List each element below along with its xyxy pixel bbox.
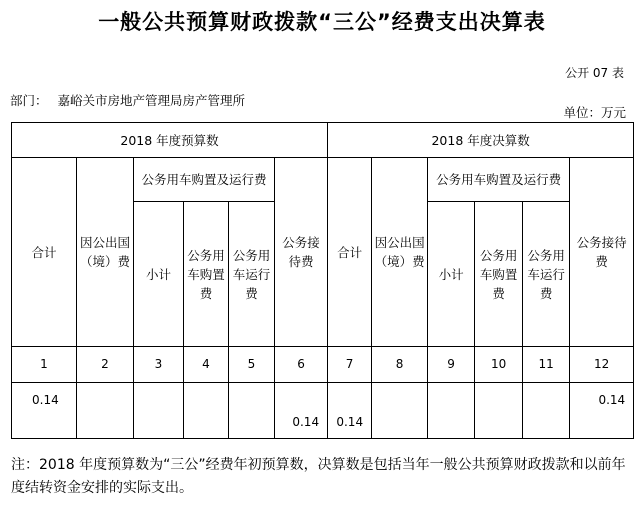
budget-total-header: 合计 xyxy=(12,158,77,347)
budget-abroad-value xyxy=(77,383,134,439)
group-header-row xyxy=(12,123,634,158)
final-vehicle-group-header: 公务用车购置及运行费 xyxy=(428,158,570,202)
final-abroad-header: 因公出国（境）费 xyxy=(372,158,428,347)
budget-group-header: 2018 年度预算数 xyxy=(12,123,328,158)
column-number: 7 xyxy=(328,347,372,383)
final-subtotal-value xyxy=(428,383,475,439)
column-number: 5 xyxy=(229,347,275,383)
budget-vehicle-purchase-header: 公务用车购置费 xyxy=(184,202,229,347)
budget-vehicle-purchase-value xyxy=(184,383,229,439)
unit-label: 单位：万元 xyxy=(563,105,626,120)
budget-subtotal-header: 小计 xyxy=(134,202,184,347)
form-number: 公开 07 表 xyxy=(565,66,624,80)
column-number: 6 xyxy=(275,347,328,383)
budget-subtotal-value xyxy=(134,383,184,439)
column-number: 1 xyxy=(12,347,77,383)
page-title: 一般公共预算财政拨款“三公”经费支出决算表 xyxy=(98,10,546,34)
column-number: 9 xyxy=(428,347,475,383)
budget-total-value: 0.14 xyxy=(12,383,77,439)
column-number: 12 xyxy=(570,347,634,383)
final-vehicle-purchase-value xyxy=(475,383,523,439)
department-label: 部门： xyxy=(10,93,48,108)
column-number: 10 xyxy=(475,347,523,383)
header-row-1 xyxy=(12,158,634,202)
three-public-expense-table xyxy=(11,122,634,439)
column-number: 11 xyxy=(523,347,570,383)
final-subtotal-header: 小计 xyxy=(428,202,475,347)
final-total-header: 合计 xyxy=(328,158,372,347)
column-number: 8 xyxy=(372,347,428,383)
final-vehicle-operation-header: 公务用车运行费 xyxy=(523,202,570,347)
budget-abroad-header: 因公出国（境）费 xyxy=(77,158,134,347)
budget-reception-value: 0.14 xyxy=(275,383,328,439)
column-number: 4 xyxy=(184,347,229,383)
data-row xyxy=(12,383,634,439)
final-total-value: 0.14 xyxy=(328,383,372,439)
department-value: 嘉峪关市房地产管理局房产管理所 xyxy=(57,93,246,108)
column-number-row xyxy=(12,347,634,383)
final-abroad-value xyxy=(372,383,428,439)
final-vehicle-purchase-header: 公务用车购置费 xyxy=(475,202,523,347)
final-group-header: 2018 年度决算数 xyxy=(328,123,634,158)
budget-vehicle-group-header: 公务用车购置及运行费 xyxy=(134,158,275,202)
column-number: 3 xyxy=(134,347,184,383)
department-line xyxy=(10,91,245,109)
column-number: 2 xyxy=(77,347,134,383)
final-reception-header: 公务接待费 xyxy=(570,158,634,347)
budget-vehicle-operation-value xyxy=(229,383,275,439)
final-reception-value: 0.14 xyxy=(570,383,634,439)
final-vehicle-operation-value xyxy=(523,383,570,439)
footnote: 注：2018 年度预算数为“三公”经费年初预算数，决算数是包括当年一般公共预算财政拨款和以前年度结转资金安排的实际支出。 xyxy=(11,457,626,496)
budget-reception-header: 公务接待费 xyxy=(275,158,328,347)
budget-vehicle-operation-header: 公务用车运行费 xyxy=(229,202,275,347)
